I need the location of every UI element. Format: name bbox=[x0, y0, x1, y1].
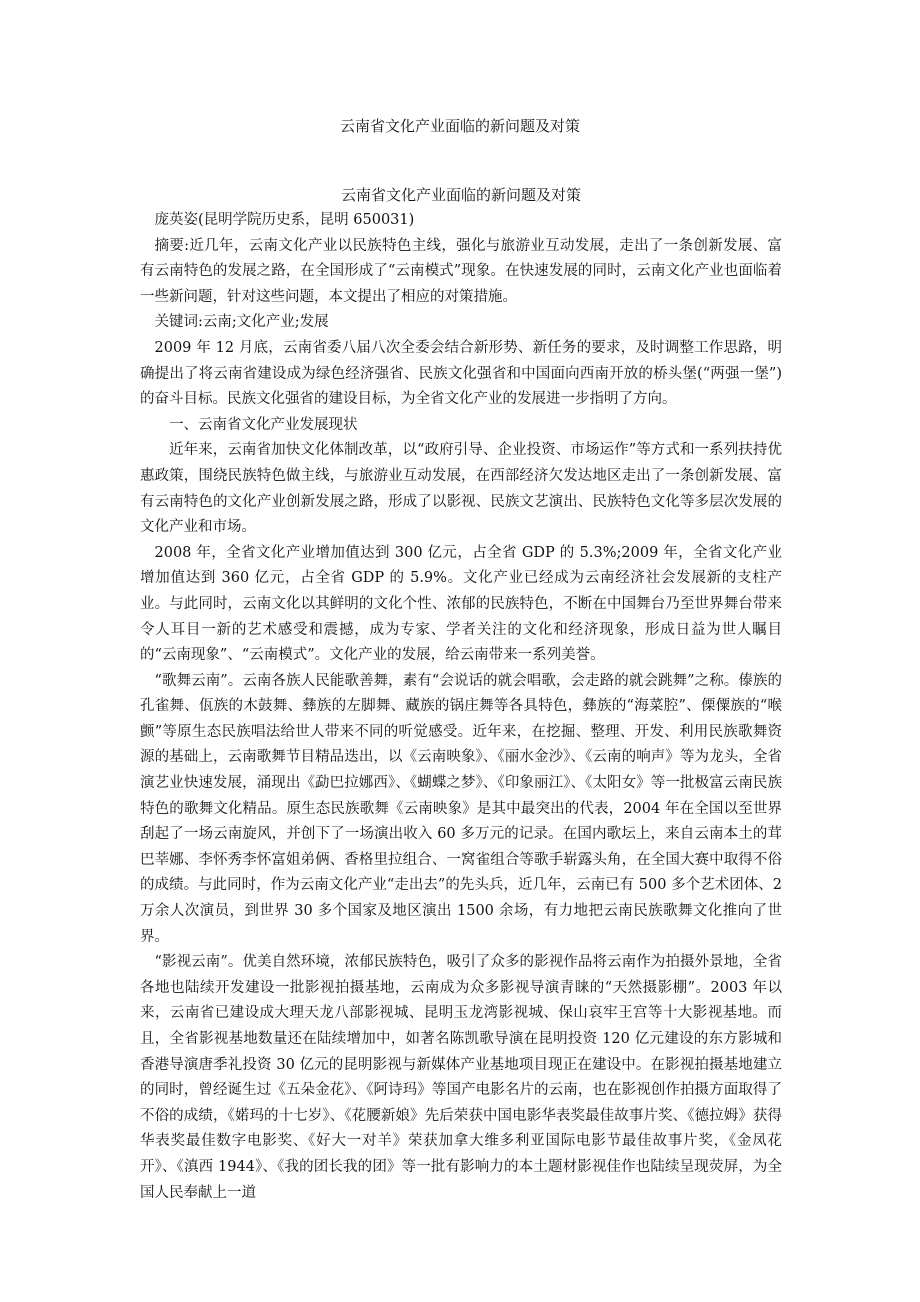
body-paragraph: 2009 年 12 月底，云南省委八届八次全委会结合新形势、新任务的要求，及时调整工作思路，明确提出了将云南省建设成为绿色经济强省、民族文化强省和中国面向西南开放的桥头堡(“两强一堡”)的奋斗目标。民族文化强省的建设目标，为全省文化产业的发展进一步指明了方向。 bbox=[140, 339, 782, 408]
article-title: 云南省文化产业面临的新问题及对策 bbox=[340, 186, 581, 204]
body-paragraph: “歌舞云南”。云南各族人民能歌善舞，素有“会说话的就会唱歌，会走路的就会跳舞”之称。傣族的孔雀舞、佤族的木鼓舞、彝族的左脚舞、藏族的锅庄舞等各具特色，彝族的“海菜腔”、傈僳族的“喉颤”等原生态民族唱法给世人带来不同的听觉感受。近年来，在挖掘、整理、开发、利用民族歌舞资源的基础上，云南歌舞节目精品迭出，以《云南映象》、《丽水金沙》、《云南的响声》等为龙头，全省演艺业快速发展，涌现出《勐巴拉娜西》、《蝴蝶之梦》、《印象丽江》、《太阳女》等一批极富云南民族特色的歌舞文化精品。原生态民族歌舞《云南映象》是其中最突出的代表，2004 年在全国以至世界刮起了一场云南旋风，并创下了一场演出收入 60 多万元的记录。在国内歌坛上，来自云南本土的茸巴莘娜、李怀秀李怀富姐弟俩、香格里拉组合、一窝雀组合等歌手崭露头角，在全国大赛中取得不俗的成绩。与此同时，作为云南文化产业“走出去”的先头兵，近几年，云南已有 500 多个艺术团体、2 万余人次演员，到世界 30 多个国家及地区演出 1500 余场，有力地把云南民族歌舞文化推向了世界。 bbox=[140, 672, 782, 945]
body-paragraph: “影视云南”。优美自然环境，浓郁民族特色，吸引了众多的影视作品将云南作为拍摄外景地，全省各地也陆续开发建设一批影视拍摄基地，云南成为众多影视导演青睐的“天然摄影棚”。2003 年以来，云南省已建设成大理天龙八部影视城、昆明玉龙湾影视城、保山哀牢王宫等十大影视基地。而且，全省影视基地数量还在陆续增加中，如著名陈凯歌导演在昆明投资 120 亿元建设的东方影城和香港导演唐季礼投资 30 亿元的昆明影视与新媒体产业基地项目现正在建设中。在影视拍摄基地建立的同时，曾经诞生过《五朵金花》、《阿诗玛》等国产电影名片的云南，也在影视创作拍摄方面取得了不俗的成绩，《婼玛的十七岁》、《花腰新娘》先后荣获中国电影华表奖最佳故事片奖、《德拉姆》获得华表奖最佳数字电影奖、《好大一对羊》荣获加拿大维多利亚国际电影节最佳故事片奖，《金凤花开》、《滇西 1944》、《我的团长我的团》等一批有影响力的本土题材影视佳作也陆续呈现荧屏，为全国人民奉献上一道 bbox=[140, 954, 782, 1201]
section-heading: 一、云南省文化产业发展现状 bbox=[169, 416, 358, 433]
body-paragraph: 近年来，云南省加快文化体制改革，以“政府引导、企业投资、市场运作”等方式和一系列扶持优惠政策，围绕民族特色做主线，与旅游业互动发展，在西部经济欠发达地区走出了一条创新发展、富有云南特色的文化产业创新发展之路，形成了以影视、民族文艺演出、民族特色文化等多层次发展的文化产业和市场。 bbox=[140, 442, 782, 536]
article-author: 庞英姿(昆明学院历史系，昆明 650031) bbox=[154, 212, 415, 228]
document-body bbox=[140, 182, 782, 1206]
article-keywords: 关键词:云南;文化产业;发展 bbox=[154, 314, 329, 331]
body-paragraph: 2008 年，全省文化产业增加值达到 300 亿元，占全省 GDP 的 5.3%;2009 年，全省文化产业增加值达到 360 亿元，占全省 GDP 的 5.9%。文化产业已经成为云南经济社会发展新的支柱产业。与此同时，云南文化以其鲜明的文化个性、浓郁的民族特色，不断在中国舞台乃至世界舞台带来令人耳目一新的艺术感受和震撼，成为专家、学者关注的文化和经济现象，形成日益为世人瞩目的“云南现象”、“云南模式”。文化产业的发展，给云南带来一系列美誉。 bbox=[140, 544, 782, 664]
page-header-title: 云南省文化产业面临的新问题及对策 bbox=[339, 117, 580, 135]
article-abstract: 摘要:近几年，云南文化产业以民族特色主线，强化与旅游业互动发展，走出了一条创新发展、富有云南特色的发展之路，在全国形成了“云南模式”现象。在快速发展的同时，云南文化产业也面临着一些新问题，针对这些问题，本文提出了相应的对策措施。 bbox=[140, 237, 782, 305]
